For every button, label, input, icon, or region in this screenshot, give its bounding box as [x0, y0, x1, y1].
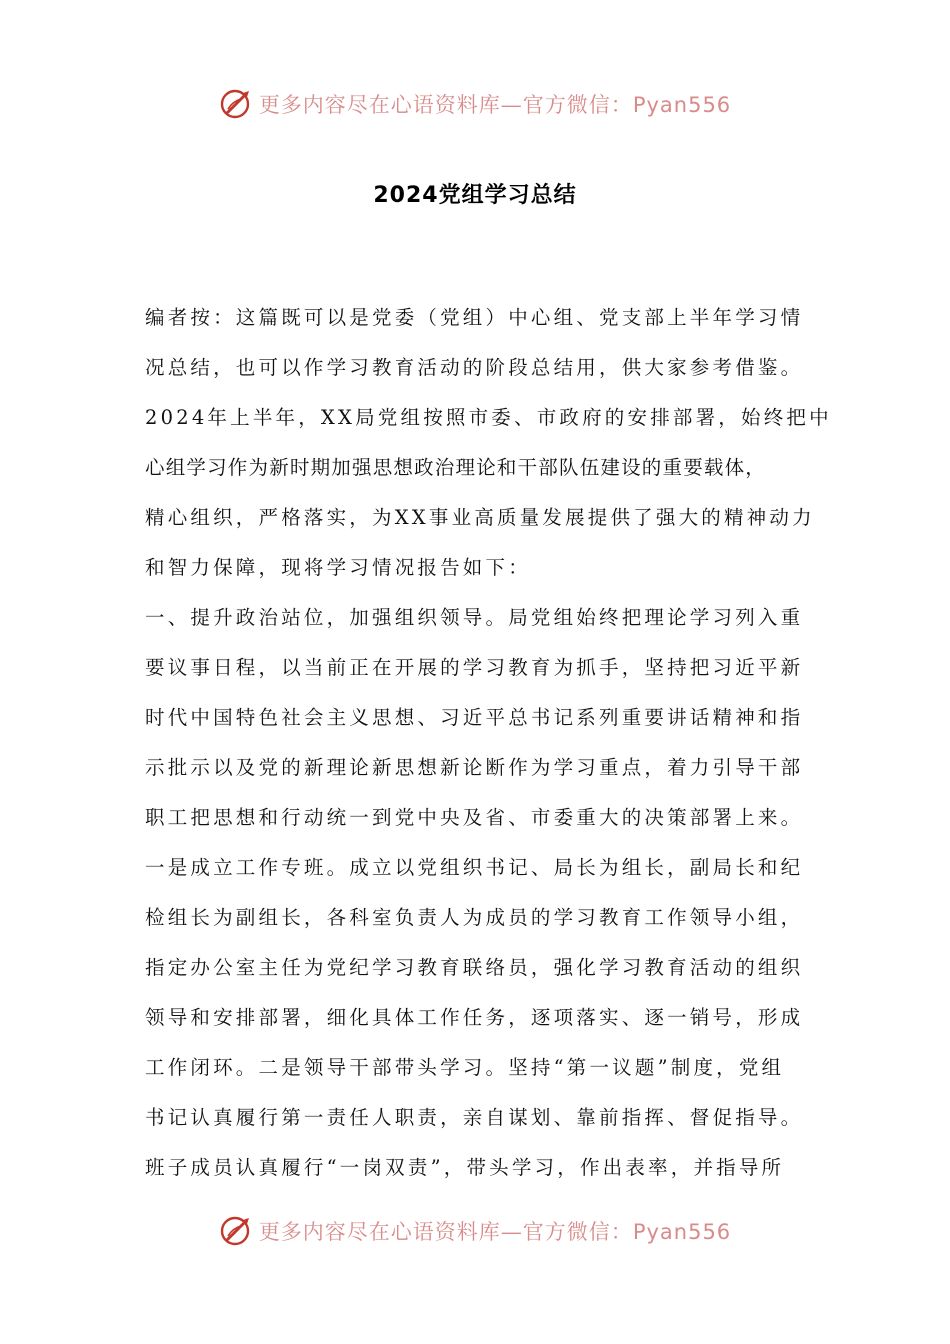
document-title: 2024党组学习总结: [373, 183, 577, 208]
pen-logo-icon: [219, 87, 253, 121]
footer-watermark-banner: [0, 1211, 950, 1251]
body-line: 心组学习作为新时期加强思想政治理论和干部队伍建设的重要载体，: [145, 456, 767, 479]
body-line: 2024年上半年，XX局党组按照市委、市政府的安排部署，始终把中: [145, 406, 832, 429]
footer-banner-text: 更多内容尽在心语资料库—官方微信：Pyan556: [258, 1220, 732, 1244]
body-line: 编者按：这篇既可以是党委（党组）中心组、党支部上半年学习情: [145, 306, 804, 329]
body-line: 一是成立工作专班。成立以党组织书记、局长为组长，副局长和纪: [145, 856, 804, 879]
body-line: 指定办公室主任为党纪学习教育联络员，强化学习教育活动的组织: [145, 956, 804, 979]
body-line: 和智力保障，现将学习情况报告如下：: [145, 556, 531, 579]
footer-banner-brand: Pyan556: [632, 1220, 732, 1244]
pen-logo-icon: [219, 1214, 253, 1248]
document-body: [145, 296, 832, 1196]
body-line: 班子成员认真履行“一岗双责”，带头学习，作出表率，并指导所: [145, 1156, 785, 1179]
body-line: 时代中国特色社会主义思想、习近平总书记系列重要讲话精神和指: [145, 706, 804, 729]
body-line: 一、提升政治站位，加强组织领导。局党组始终把理论学习列入重: [145, 606, 804, 629]
body-line: 领导和安排部署，细化具体工作任务，逐项落实、逐一销号，形成: [145, 1006, 804, 1029]
body-line: 书记认真履行第一责任人职责，亲自谋划、靠前指挥、督促指导。: [145, 1106, 804, 1129]
body-line: 要议事日程，以当前正在开展的学习教育为抓手，坚持把习近平新: [145, 656, 804, 679]
body-line: 职工把思想和行动统一到党中央及省、市委重大的决策部署上来。: [145, 806, 804, 829]
body-line: 况总结，也可以作学习教育活动的阶段总结用，供大家参考借鉴。: [145, 356, 804, 379]
header-banner-text: 更多内容尽在心语资料库—官方微信：Pyan556: [258, 93, 732, 117]
header-watermark-banner: [0, 84, 950, 124]
body-line: 示批示以及党的新理论新思想新论断作为学习重点，着力引导干部: [145, 756, 804, 779]
body-line: 工作闭环。二是领导干部带头学习。坚持“第一议题”制度，党组: [145, 1056, 785, 1079]
body-line: 检组长为副组长，各科室负责人为成员的学习教育工作领导小组，: [145, 906, 804, 929]
body-line: 精心组织，严格落实，为XX事业高质量发展提供了强大的精神动力: [145, 506, 815, 529]
header-banner-brand: Pyan556: [632, 93, 732, 117]
